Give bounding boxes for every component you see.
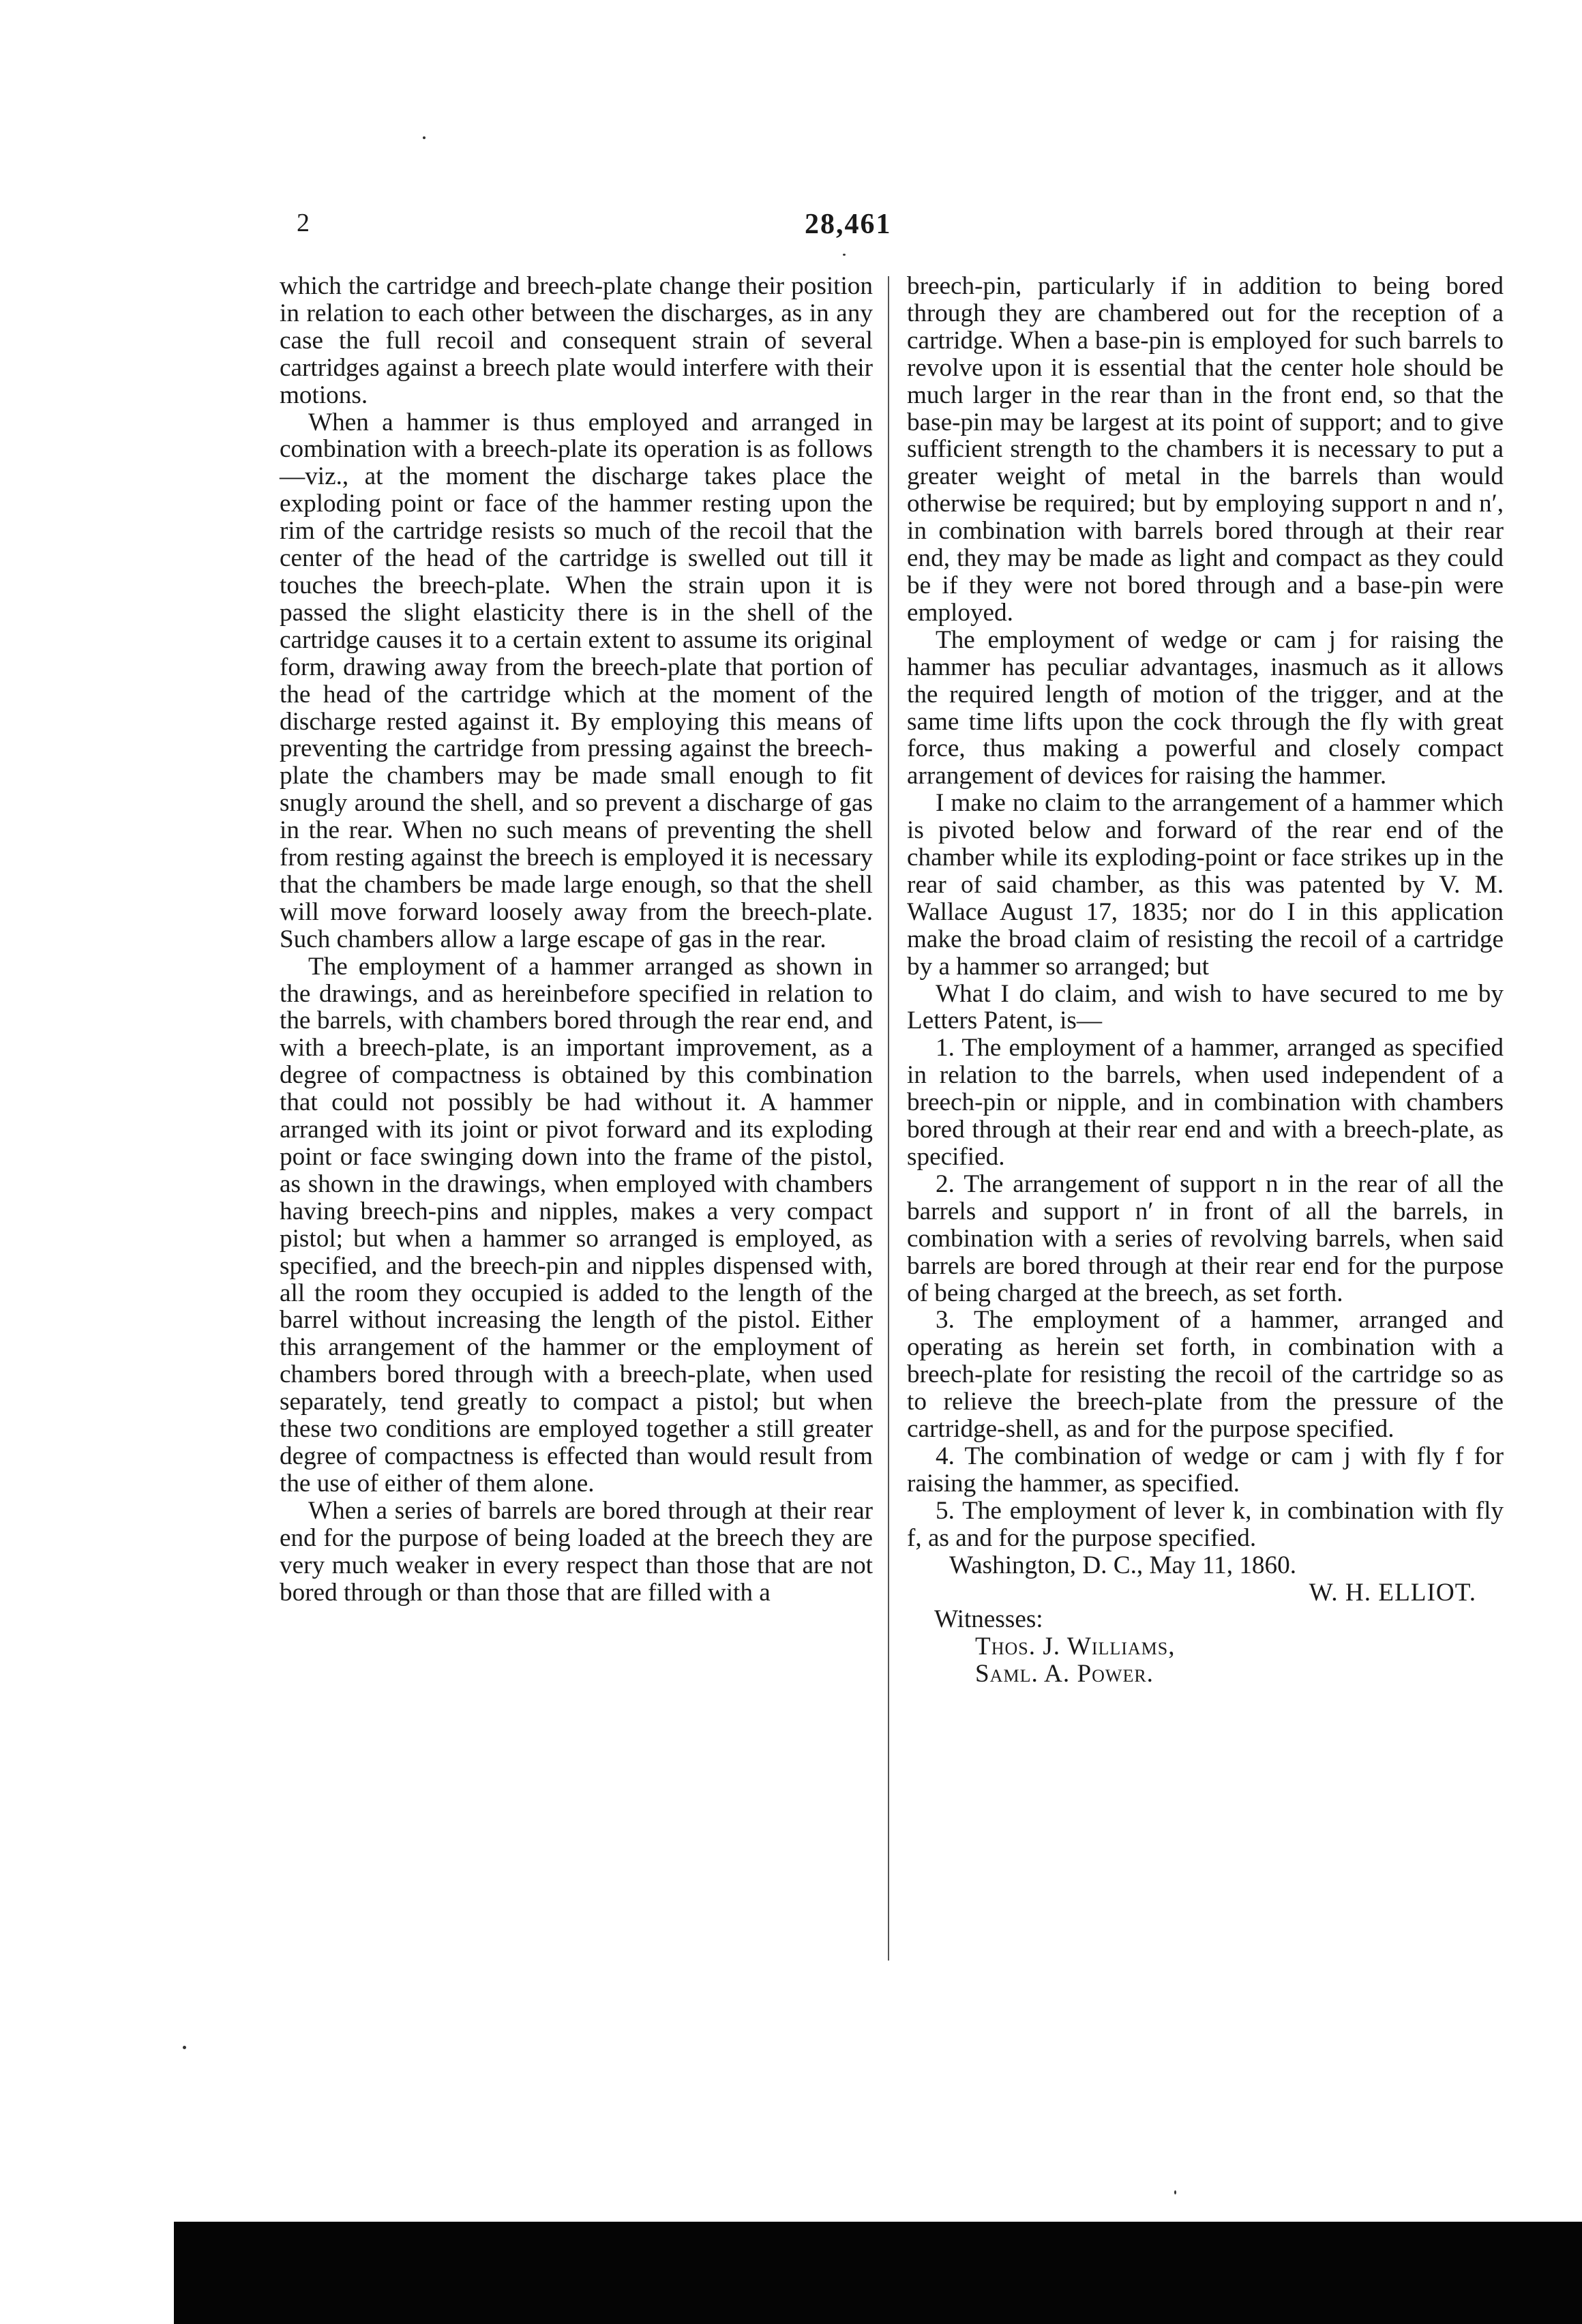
paragraph: which the cartridge and breech-plate change their position in relation to each other between the discharges, as in any case the full recoil and consequent strain of several cartridges against a breech plate would interfere with their motions.: [280, 272, 873, 409]
paragraph: What I do claim, and wish to have secured to me by Letters Patent, is—: [907, 979, 1504, 1035]
left-text-column: [280, 273, 873, 1606]
claim: 4. The combination of wedge or cam j with fly f for raising the hammer, as specified.: [907, 1442, 1504, 1498]
paragraph: The employment of wedge or cam j for raising the hammer has peculiar advantages, inasmuch as it allows the required length of motion of the trigger, and at the same time lifts upon the cock through the fly with great force, thus making a powerful and closely compact arrangement of devices for raising the hammer.: [907, 625, 1504, 790]
paragraph: The employment of a hammer arranged as shown in the drawings, and as hereinbefore specified in relation to the barrels, with chambers bored through the rear end, and with a breech-plate, is an important improvement, as a degree of compactness is obtained by this combination that could not possibly be had without it. A hammer arranged with its joint or pivot forward and its exploding point or face swinging down into the frame of the pistol, as shown in the drawings, when employed with chambers having breech-pins and nipples, makes a very compact pistol; but when a hammer so arranged is employed, as specified, and the breech-pin and nipples dispensed with, all the room they occupied is added to the length of the barrel without increasing the length of the pistol. Either this arrangement of the hammer or the employment of chambers bored through with a breech-plate, when used separately, tend greatly to compact a pistol; but when these two conditions are employed together a still greater degree of compactness is effected than would result from the use of either of them alone.: [280, 952, 873, 1498]
scan-speck: [1174, 2190, 1176, 2194]
scan-speck: [843, 254, 846, 256]
paragraph: breech-pin, particularly if in addition to being bored through they are chambered out for the reception of a cartridge. When a base-pin is employed for such barrels to revolve upon it is essential that the center hole should be much larger in the rear than in the front end, so that the base-pin may be largest at its point of support; and to give sufficient strength to the chambers it is necessary to put a greater weight of metal in the barrels than would otherwise be required; but by employing support n and n′, in combination with barrels bored through at their rear end, they may be made as light and compact as they could be if they were not bored through and a base-pin were employed.: [907, 272, 1504, 627]
claim: 3. The employment of a hammer, arranged and operating as herein set forth, in combination with a breech-plate for resisting the recoil of the cartridge so as to relieve the breech-plate from the pressure of the cartridge-shell, as and for the purpose specified.: [907, 1306, 1504, 1444]
witness-name: Thos. J. Williams,: [975, 1633, 1176, 1661]
claim: 5. The employment of lever k, in combination with fly f, as and for the purpose specified.: [907, 1496, 1504, 1552]
scan-speck: [183, 2046, 186, 2049]
paragraph: When a series of barrels are bored through at their rear end for the purpose of being loaded at the breech they are very much weaker in every respect than those that are not bored through or than those that are filled with a: [280, 1496, 873, 1607]
dateline: Washington, D. C., May 11, 1860.: [949, 1551, 1297, 1579]
column-divider: [888, 276, 889, 1961]
witness-name: Saml. A. Power.: [975, 1660, 1154, 1688]
scan-speck: [423, 136, 426, 139]
claim: 1. The employment of a hammer, arranged as specified in relation to the barrels, when used independent of a breech-pin or nipple, and in combination with chambers bored through at their rear end and with a breech-plate, as specified.: [907, 1034, 1504, 1171]
scan-border-bar: [174, 2222, 1582, 2324]
right-text-column: [907, 273, 1504, 1688]
claim: 2. The arrangement of support n in the rear of all the barrels and support n′ in front of all the barrels, in combination with a series of revolving barrels, when said barrels are bored through at their rear end for the purpose of being charged at the breech, as set forth.: [907, 1170, 1504, 1307]
paragraph: When a hammer is thus employed and arranged in combination with a breech-plate its operation is as follows—viz., at the moment the discharge takes place the exploding point or face of the hammer resting upon the rim of the cartridge resists so much of the recoil that the center of the head of the cartridge is swelled out till it touches the breech-plate. When the strain upon it is passed the slight elasticity there is in the shell of the cartridge causes it to a certain extent to assume its original form, drawing away from the breech-plate that portion of the head of the cartridge which at the moment of the discharge rested against it. By employing this means of preventing the cartridge from pressing against the breech-plate the chambers may be made small enough to fit snugly around the shell, and so prevent a discharge of gas in the rear. When no such means of preventing the shell from resting against the breech is employed it is necessary that the chambers be made large enough, so that the shell will move forward loosely away from the breech-plate. Such chambers allow a large escape of gas in the rear.: [280, 408, 873, 953]
witnesses-label: Witnesses:: [934, 1605, 1043, 1634]
page-number: 2: [297, 209, 310, 237]
signature: W. H. ELLIOT.: [1309, 1578, 1476, 1607]
patent-number: 28,461: [805, 209, 892, 240]
paragraph: I make no claim to the arrangement of a hammer which is pivoted below and forward of the rear end of the chamber while its exploding-point or face strikes up in the rear of said chamber, as this was patented by V. M. Wallace August 17, 1835; nor do I in this application make the broad claim of resisting the recoil of a cartridge by a hammer so arranged; but: [907, 789, 1504, 981]
